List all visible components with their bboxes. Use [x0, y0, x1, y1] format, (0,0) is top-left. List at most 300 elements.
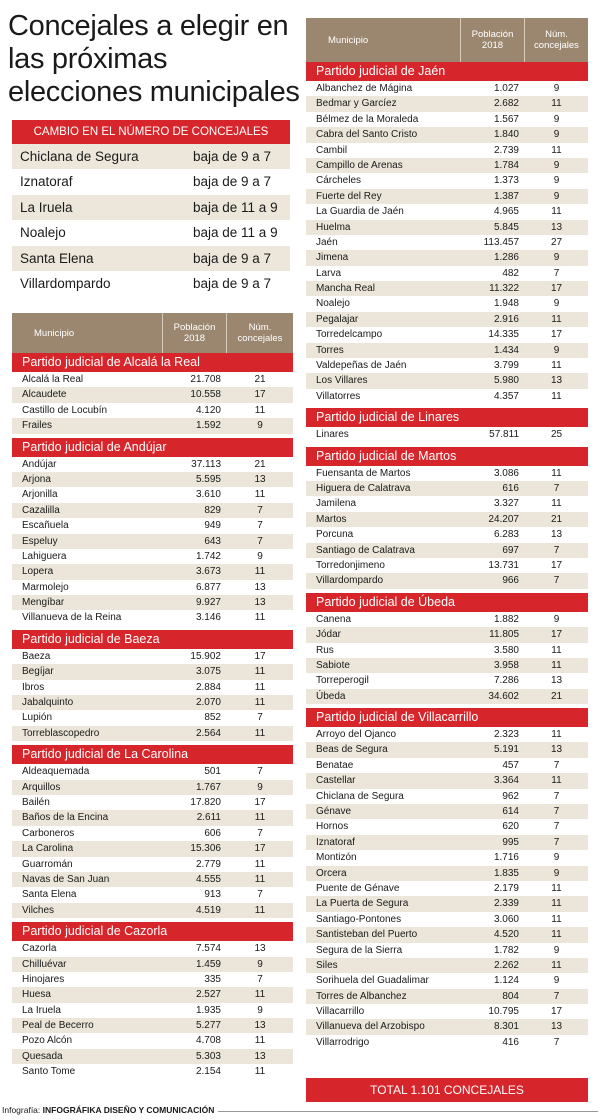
table-row	[306, 896, 588, 911]
table-row	[306, 158, 588, 173]
table-row	[12, 649, 293, 664]
table-row	[306, 973, 588, 988]
judicial-district-title: Partido judicial de Cazorla	[12, 922, 293, 941]
councillors-cell: 7	[553, 759, 560, 771]
council-change-row	[12, 271, 290, 296]
population-cell: 3.086	[493, 467, 519, 479]
population-cell: 13.731	[488, 559, 519, 571]
table-row	[306, 343, 588, 358]
municipality-cell: Torredonjimeno	[316, 559, 385, 571]
councillors-cell: 7	[553, 482, 560, 494]
councillors-cell: 7	[257, 504, 263, 516]
municipality-cell: Cabra del Santo Cristo	[316, 129, 418, 141]
municipality-cell: Fuensanta de Martos	[316, 467, 411, 479]
population-cell: 24.207	[488, 513, 519, 525]
judicial-district-rows	[306, 727, 588, 1050]
municipality-cell: Lopera	[22, 566, 54, 578]
municipality-cell: Sorihuela del Guadalimar	[316, 975, 429, 987]
table-row	[306, 1019, 588, 1034]
councillors-cell: 9	[553, 113, 560, 125]
population-cell: 5.595	[195, 473, 221, 485]
table-row	[306, 127, 588, 142]
table-row	[12, 518, 293, 533]
judicial-district-title: Partido judicial de La Carolina	[12, 745, 293, 764]
judicial-district-title: Partido judicial de Baeza	[12, 630, 293, 649]
population-cell: 1.286	[493, 252, 519, 264]
right-municipality-table	[306, 18, 588, 1050]
table-row	[12, 580, 293, 595]
councillors-cell: 7	[553, 1036, 560, 1048]
table-row	[306, 527, 588, 542]
municipality-cell: Benatae	[316, 759, 354, 771]
population-cell: 1.948	[493, 298, 519, 310]
councillors-cell: 11	[551, 390, 562, 402]
population-cell: 614	[502, 806, 519, 818]
table-row	[12, 1003, 293, 1018]
population-cell: 34.602	[488, 690, 519, 702]
population-cell: 14.335	[488, 329, 519, 341]
municipality-cell: Larva	[316, 267, 342, 279]
table-row	[306, 281, 588, 296]
population-cell: 4.520	[493, 929, 519, 941]
table-row	[12, 826, 293, 841]
table-row	[12, 887, 293, 902]
table-row	[306, 612, 588, 627]
municipality-cell: Chilluévar	[22, 958, 67, 970]
councillors-cell: 11	[551, 913, 562, 925]
table-row	[12, 610, 293, 625]
councillors-cell: 11	[551, 644, 562, 656]
municipality-cell: Villanueva del Arzobispo	[316, 1021, 425, 1033]
judicial-district-title: Partido judicial de Villacarrillo	[306, 708, 588, 727]
municipality-cell: Los Villares	[316, 375, 368, 387]
councillors-cell: 27	[550, 236, 563, 248]
table-row	[12, 726, 293, 741]
population-cell: 1.835	[493, 867, 519, 879]
population-cell: 2.154	[195, 1066, 221, 1078]
table-row	[306, 173, 588, 188]
council-change-municipality: Chiclana de Segura	[20, 149, 139, 164]
council-change-value: baja de 9 a 7	[193, 250, 272, 266]
councillors-cell: 17	[550, 559, 563, 571]
councillors-cell: 13	[254, 581, 266, 593]
municipality-cell: Torres	[316, 344, 344, 356]
table-row	[306, 358, 588, 373]
table-row	[12, 987, 293, 1002]
councillors-cell: 17	[254, 843, 266, 855]
municipality-cell: Pozo Alcón	[22, 1035, 73, 1047]
table-row	[12, 710, 293, 725]
councillors-cell: 7	[553, 836, 560, 848]
councillors-cell: 11	[254, 1035, 266, 1047]
municipality-cell: Jódar	[316, 629, 342, 641]
councillors-cell: 9	[553, 175, 560, 187]
municipality-cell: Úbeda	[316, 690, 346, 702]
councillors-cell: 11	[254, 404, 266, 416]
page-title: Concejales a elegir en las próximas elecciones municipales	[8, 10, 300, 108]
councillors-cell: 21	[254, 374, 266, 385]
councillors-cell: 13	[550, 675, 563, 687]
population-cell: 966	[502, 575, 519, 587]
councillors-cell: 11	[551, 498, 562, 510]
councillors-cell: 11	[551, 659, 562, 671]
table-row	[306, 543, 588, 558]
population-cell: 804	[502, 990, 519, 1002]
column-header-poblacion: Población 2018	[461, 18, 525, 62]
population-cell: 2.739	[493, 144, 519, 156]
population-cell: 3.799	[493, 360, 519, 372]
population-cell: 1.742	[195, 550, 221, 562]
column-header-concejales: Núm. concejales	[534, 29, 579, 51]
table-row	[306, 758, 588, 773]
councillors-cell: 13	[254, 597, 266, 609]
table-row	[12, 695, 293, 710]
municipality-cell: Aldeaquemada	[22, 766, 90, 778]
councillors-cell: 11	[254, 904, 266, 916]
municipality-cell: Hornos	[316, 821, 349, 833]
population-cell: 829	[204, 504, 221, 516]
municipality-cell: Jabalquinto	[22, 697, 74, 709]
council-changes-list	[12, 144, 290, 296]
municipality-cell: Andújar	[22, 458, 57, 470]
councillors-cell: 7	[257, 889, 263, 901]
population-cell: 11.322	[489, 283, 519, 295]
table-row	[306, 658, 588, 673]
population-cell: 2.323	[493, 729, 519, 741]
municipality-cell: La Carolina	[22, 843, 74, 855]
municipality-cell: Jimena	[316, 252, 349, 264]
municipality-cell: Montizón	[316, 852, 357, 864]
population-cell: 2.179	[493, 882, 519, 894]
judicial-district-rows	[12, 649, 293, 741]
population-cell: 2.611	[196, 812, 221, 824]
credit-divider	[218, 1111, 598, 1112]
table-row	[306, 81, 588, 96]
council-changes-header: CAMBIO EN EL NÚMERO DE CONCEJALES	[12, 120, 290, 144]
table-row	[306, 466, 588, 481]
councillors-cell: 11	[254, 489, 266, 501]
table-row	[12, 941, 293, 956]
municipality-cell: Hinojares	[22, 973, 65, 985]
municipality-cell: Cambil	[316, 144, 348, 156]
population-cell: 2.262	[493, 959, 519, 971]
table-body	[306, 62, 588, 1050]
councillors-cell: 13	[550, 529, 563, 541]
population-cell: 3.580	[493, 644, 519, 656]
judicial-district-title: Partido judicial de Martos	[306, 447, 588, 466]
population-cell: 949	[204, 520, 221, 532]
municipality-cell: Arjona	[22, 473, 51, 485]
table-row	[12, 972, 293, 987]
population-cell: 1.784	[493, 159, 519, 171]
councillors-cell: 11	[254, 681, 266, 693]
municipality-cell: Martos	[316, 513, 347, 525]
table-row	[12, 1018, 293, 1033]
table-row	[12, 957, 293, 972]
councillors-cell: 21	[254, 458, 266, 470]
judicial-district-title: Partido judicial de Andújar	[12, 438, 293, 457]
councillors-cell: 13	[550, 744, 563, 756]
table-row	[12, 1049, 293, 1064]
municipality-cell: Cazorla	[22, 943, 57, 955]
council-change-value: baja de 11 a 9	[193, 199, 278, 215]
municipality-cell: Porcuna	[316, 529, 354, 541]
table-row	[306, 927, 588, 942]
population-cell: 7.574	[195, 943, 221, 955]
councillors-cell: 11	[551, 360, 562, 372]
table-row	[306, 558, 588, 573]
population-cell: 913	[204, 889, 221, 901]
population-cell: 2.564	[195, 727, 221, 739]
councillors-cell: 11	[551, 898, 562, 910]
councillors-cell: 17	[550, 1006, 563, 1018]
population-cell: 3.673	[195, 566, 221, 578]
population-cell: 416	[502, 1036, 519, 1048]
table-row	[12, 549, 293, 564]
table-row	[306, 250, 588, 265]
table-row	[306, 143, 588, 158]
councillors-cell: 11	[551, 729, 562, 741]
councillors-cell: 11	[551, 775, 562, 787]
municipality-cell: Jaén	[316, 236, 338, 248]
table-row	[306, 819, 588, 834]
councillors-cell: 11	[254, 858, 266, 870]
municipality-cell: Torreblascopedro	[22, 727, 100, 739]
councillors-cell: 9	[553, 613, 560, 625]
councillors-cell: 11	[551, 929, 562, 941]
population-cell: 5.277	[195, 1020, 221, 1032]
municipality-cell: Navas de San Juan	[22, 873, 110, 885]
table-row	[306, 789, 588, 804]
table-row	[306, 496, 588, 511]
municipality-cell: Villanueva de la Reina	[22, 612, 122, 624]
population-cell: 457	[502, 759, 519, 771]
councillors-cell: 7	[257, 766, 263, 778]
municipality-cell: Valdepeñas de Jaén	[316, 360, 407, 372]
credit-line	[2, 1105, 214, 1115]
councillors-cell: 13	[254, 943, 266, 955]
municipality-cell: Baños de la Encina	[22, 812, 109, 824]
table-row	[306, 943, 588, 958]
table-row	[12, 857, 293, 872]
councillors-cell: 11	[254, 812, 266, 824]
table-row	[306, 689, 588, 704]
population-cell: 2.916	[493, 313, 519, 325]
population-cell: 37.113	[191, 458, 221, 470]
municipality-cell: Villardompardo	[316, 575, 384, 587]
population-cell: 616	[502, 482, 519, 494]
municipality-cell: Frailes	[22, 420, 53, 432]
table-row	[12, 472, 293, 487]
municipality-cell: Bélmez de la Moraleda	[316, 113, 419, 125]
councillors-cell: 17	[550, 629, 563, 641]
council-change-municipality: Santa Elena	[20, 250, 94, 266]
table-row	[306, 742, 588, 757]
table-row	[306, 235, 588, 250]
credit-author: INFOGRÁFIKA DISEÑO Y COMUNICACIÓN	[42, 1105, 215, 1115]
councillors-cell: 11	[551, 882, 562, 894]
column-header-municipio: Municipio	[306, 18, 461, 62]
population-cell: 15.902	[190, 650, 221, 662]
population-cell: 852	[204, 712, 221, 724]
table-row	[12, 503, 293, 518]
population-cell: 2.070	[195, 697, 221, 709]
table-row	[12, 1033, 293, 1048]
councillors-cell: 11	[254, 873, 266, 885]
population-cell: 3.146	[195, 612, 221, 624]
population-cell: 2.339	[493, 898, 519, 910]
council-change-row	[12, 144, 290, 169]
table-row	[306, 989, 588, 1004]
council-change-row	[12, 195, 290, 220]
table-row	[306, 427, 588, 442]
councillors-cell: 11	[254, 1066, 266, 1078]
municipality-cell: Segura de la Sierra	[316, 944, 403, 956]
table-row	[306, 727, 588, 742]
table-row	[12, 810, 293, 825]
councillors-cell: 11	[551, 959, 562, 971]
population-cell: 3.075	[195, 666, 221, 678]
councillors-cell: 17	[550, 283, 563, 295]
population-cell: 4.708	[195, 1035, 221, 1047]
municipality-cell: Huesa	[22, 989, 51, 1001]
judicial-district-title: Partido judicial de Úbeda	[306, 593, 588, 612]
councillors-cell: 17	[254, 389, 266, 401]
table-row	[12, 841, 293, 856]
population-cell: 2.682	[493, 98, 519, 110]
municipality-cell: Mengíbar	[22, 597, 65, 609]
councillors-cell: 9	[257, 1004, 263, 1016]
judicial-district-rows	[12, 372, 293, 434]
council-change-row	[12, 169, 290, 194]
councillors-cell: 9	[553, 252, 560, 264]
population-cell: 2.779	[195, 858, 221, 870]
population-cell: 3.364	[493, 775, 519, 787]
municipality-cell: Santiago-Pontones	[316, 913, 402, 925]
municipality-cell: Castellar	[316, 775, 356, 787]
councillors-cell: 11	[254, 989, 266, 1001]
table-row	[306, 204, 588, 219]
municipality-cell: La Iruela	[22, 1004, 61, 1016]
municipality-cell: Orcera	[316, 867, 347, 879]
table-row	[12, 534, 293, 549]
municipality-cell: Marmolejo	[22, 581, 69, 593]
table-row	[306, 189, 588, 204]
municipality-cell: Bedmar y Garcíez	[316, 98, 397, 110]
councillors-cell: 7	[553, 575, 560, 587]
population-cell: 5.191	[493, 744, 519, 756]
population-cell: 9.927	[195, 597, 221, 609]
table-row	[306, 850, 588, 865]
municipality-cell: Chiclana de Segura	[316, 790, 404, 802]
municipality-cell: Begíjar	[22, 666, 54, 678]
councillors-cell: 7	[553, 806, 560, 818]
table-row	[12, 1064, 293, 1079]
councillors-cell: 17	[254, 796, 266, 808]
population-cell: 113.457	[483, 236, 519, 248]
population-cell: 10.795	[488, 1006, 519, 1018]
population-cell: 4.555	[195, 873, 221, 885]
judicial-district-title: Partido judicial de Alcalá la Real	[12, 353, 293, 372]
table-row	[306, 835, 588, 850]
population-cell: 3.610	[195, 489, 221, 501]
population-cell: 11.805	[489, 629, 519, 641]
table-row	[306, 673, 588, 688]
table-row	[12, 680, 293, 695]
councillors-cell: 13	[550, 1021, 563, 1033]
table-row	[306, 773, 588, 788]
population-cell: 6.877	[195, 581, 221, 593]
councillors-cell: 7	[553, 267, 560, 279]
councillors-cell: 11	[551, 467, 562, 479]
population-cell: 21.708	[190, 374, 221, 385]
population-cell: 620	[502, 821, 519, 833]
councillors-cell: 7	[257, 712, 263, 724]
councillors-cell: 9	[553, 867, 560, 879]
municipality-cell: Huelma	[316, 221, 351, 233]
councillors-cell: 7	[553, 790, 560, 802]
councillors-cell: 13	[254, 1050, 266, 1062]
table-row	[306, 373, 588, 388]
table-row	[12, 487, 293, 502]
municipality-cell: Ibros	[22, 681, 45, 693]
municipality-cell: Canena	[316, 613, 352, 625]
councillors-cell: 9	[553, 975, 560, 987]
municipality-cell: Peal de Becerro	[22, 1020, 94, 1032]
council-change-value: baja de 9 a 7	[193, 174, 272, 190]
municipality-cell: Baeza	[22, 650, 51, 662]
councillors-cell: 21	[550, 690, 563, 702]
municipality-cell: Cazalilla	[22, 504, 60, 516]
population-cell: 3.060	[493, 913, 519, 925]
councillors-cell: 11	[551, 206, 562, 218]
municipality-cell: La Puerta de Segura	[316, 898, 409, 910]
table-row	[306, 220, 588, 235]
councillors-cell: 9	[257, 420, 263, 432]
councillors-cell: 9	[553, 83, 560, 94]
table-row	[12, 403, 293, 418]
council-change-value: baja de 9 a 7	[193, 275, 272, 291]
municipality-cell: Pegalajar	[316, 313, 359, 325]
municipality-cell: Beas de Segura	[316, 744, 388, 756]
councillors-cell: 7	[553, 990, 560, 1002]
municipality-cell: Torreperogil	[316, 675, 369, 687]
council-change-value: baja de 9 a 7	[193, 149, 272, 164]
councillors-cell: 25	[550, 429, 563, 441]
councillors-cell: 11	[254, 697, 266, 709]
municipality-cell: Jamilena	[316, 498, 357, 510]
municipality-cell: Santiago de Calatrava	[316, 544, 415, 556]
table-row	[12, 387, 293, 402]
councillors-cell: 13	[550, 375, 563, 387]
municipality-cell: Santa Elena	[22, 889, 77, 901]
councillors-cell: 9	[553, 298, 560, 310]
population-cell: 5.845	[493, 221, 519, 233]
municipality-cell: Arquillos	[22, 781, 61, 793]
table-row	[306, 912, 588, 927]
municipality-cell: Campillo de Arenas	[316, 159, 403, 171]
municipality-cell: Sabiote	[316, 659, 350, 671]
table-row	[306, 573, 588, 588]
municipality-cell: Villacarrillo	[316, 1006, 365, 1018]
municipality-cell: Vilches	[22, 904, 55, 916]
table-row	[306, 96, 588, 111]
councillors-cell: 13	[254, 473, 266, 485]
municipality-cell: Carboneros	[22, 827, 75, 839]
councillors-cell: 7	[257, 520, 263, 532]
municipality-cell: Noalejo	[316, 298, 350, 310]
municipality-cell: Bailén	[22, 796, 50, 808]
